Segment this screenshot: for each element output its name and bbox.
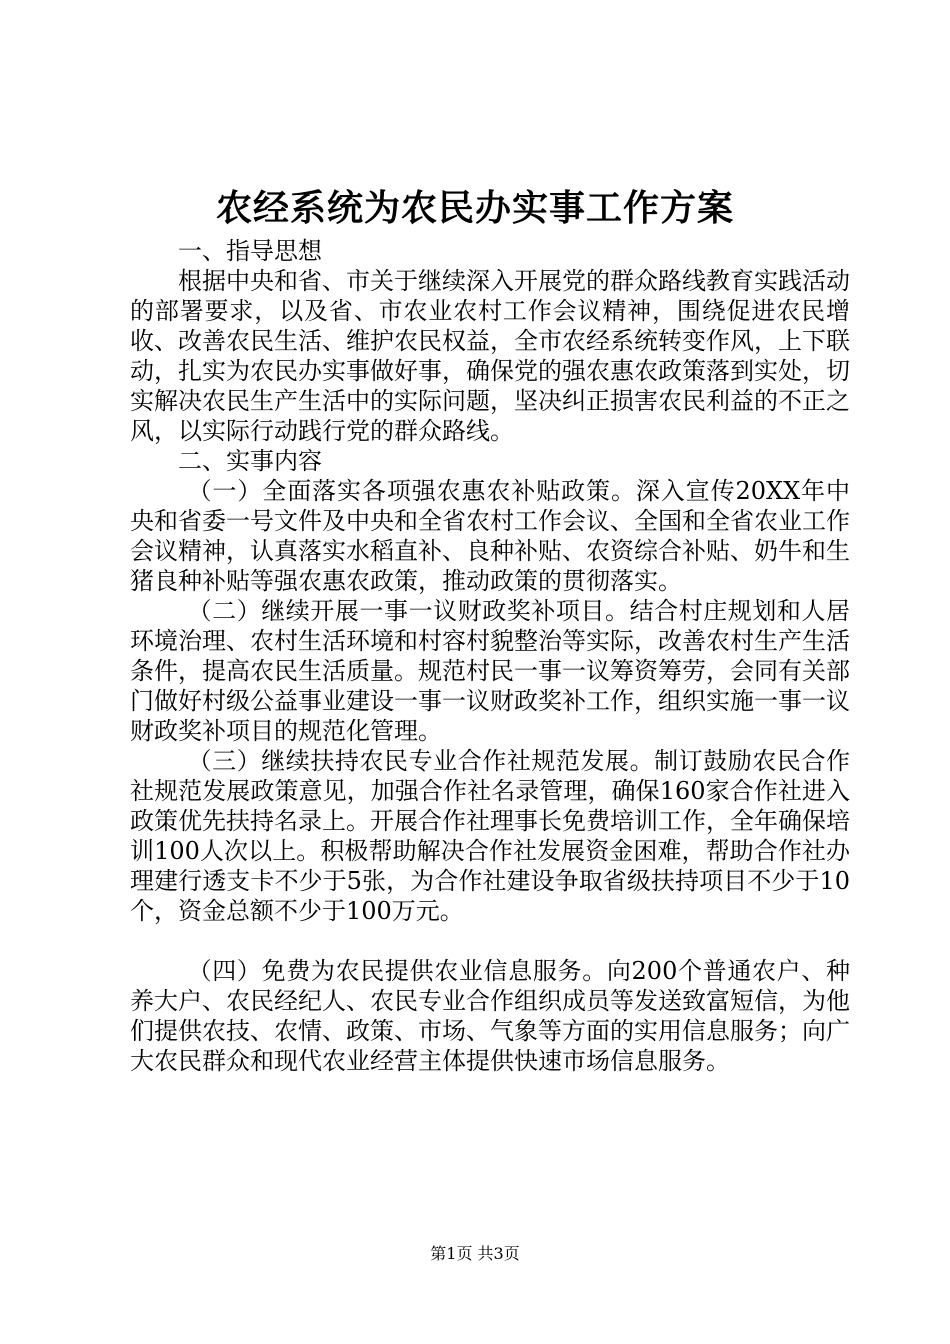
document-title: 农经系统为农民办实事工作方案 (215, 187, 734, 229)
item-cooperative-support: （三）继续扶持农民专业合作社规范发展。制订鼓励农民合作社规范发展政策意见，加强合作社名录管理，确保160家合作社进入政策优先扶持名录上。开展合作社理事长免费培训工作，全年确保培训100人次以上。积极帮助解决合作社发展资金困难，帮助合作社办理建行透支卡不少于5张，为合作社建设争取省级扶持项目不少于10个，资金总额不少于100万元。 (130, 747, 850, 925)
section-heading-practical-matters: 二、实事内容 (178, 447, 322, 475)
paragraph-guiding-ideology: 根据中央和省、市关于继续深入开展党的群众路线教育实践活动的部署要求，以及省、市农业农村工作会议精神，围绕促进农民增收、改善农民生活、维护农民权益，全市农经系统转变作风，上下联动，扎实为农民办实事做好事，确保党的强农惠农政策落到实处，切实解决农民生产生活中的实际问题，坚决纠正损害农民利益的不正之风，以实际行动践行党的群众路线。 (130, 267, 850, 445)
document-body (130, 236, 850, 1076)
section-heading-guiding-ideology: 一、指导思想 (178, 237, 322, 265)
item-fiscal-reward-projects: （二）继续开展一事一议财政奖补项目。结合村庄规划和人居环境治理、农村生活环境和村容村貌整治等实际，改善农村生产生活条件，提高农民生活质量。规范村民一事一议筹资筹劳，会同有关部门做好村级公益事业建设一事一议财政奖补工作，组织实施一事一议财政奖补项目的规范化管理。 (130, 597, 850, 745)
page-number-footer: 第1页 共3页 (430, 1244, 520, 1263)
item-subsidy-policy: （一）全面落实各项强农惠农补贴政策。深入宣传20XX年中央和省委一号文件及中央和全省农村工作会议、全国和全省农业工作会议精神，认真落实水稻直补、良种补贴、农资综合补贴、奶牛和生猪良种补贴等强农惠农政策，推动政策的贯彻落实。 (130, 477, 850, 595)
item-information-service: （四）免费为农民提供农业信息服务。向200个普通农户、种养大户、农民经纪人、农民专业合作组织成员等发送致富短信，为他们提供农技、农情、政策、市场、气象等方面的实用信息服务；向广大农民群众和现代农业经营主体提供快速市场信息服务。 (130, 957, 850, 1075)
